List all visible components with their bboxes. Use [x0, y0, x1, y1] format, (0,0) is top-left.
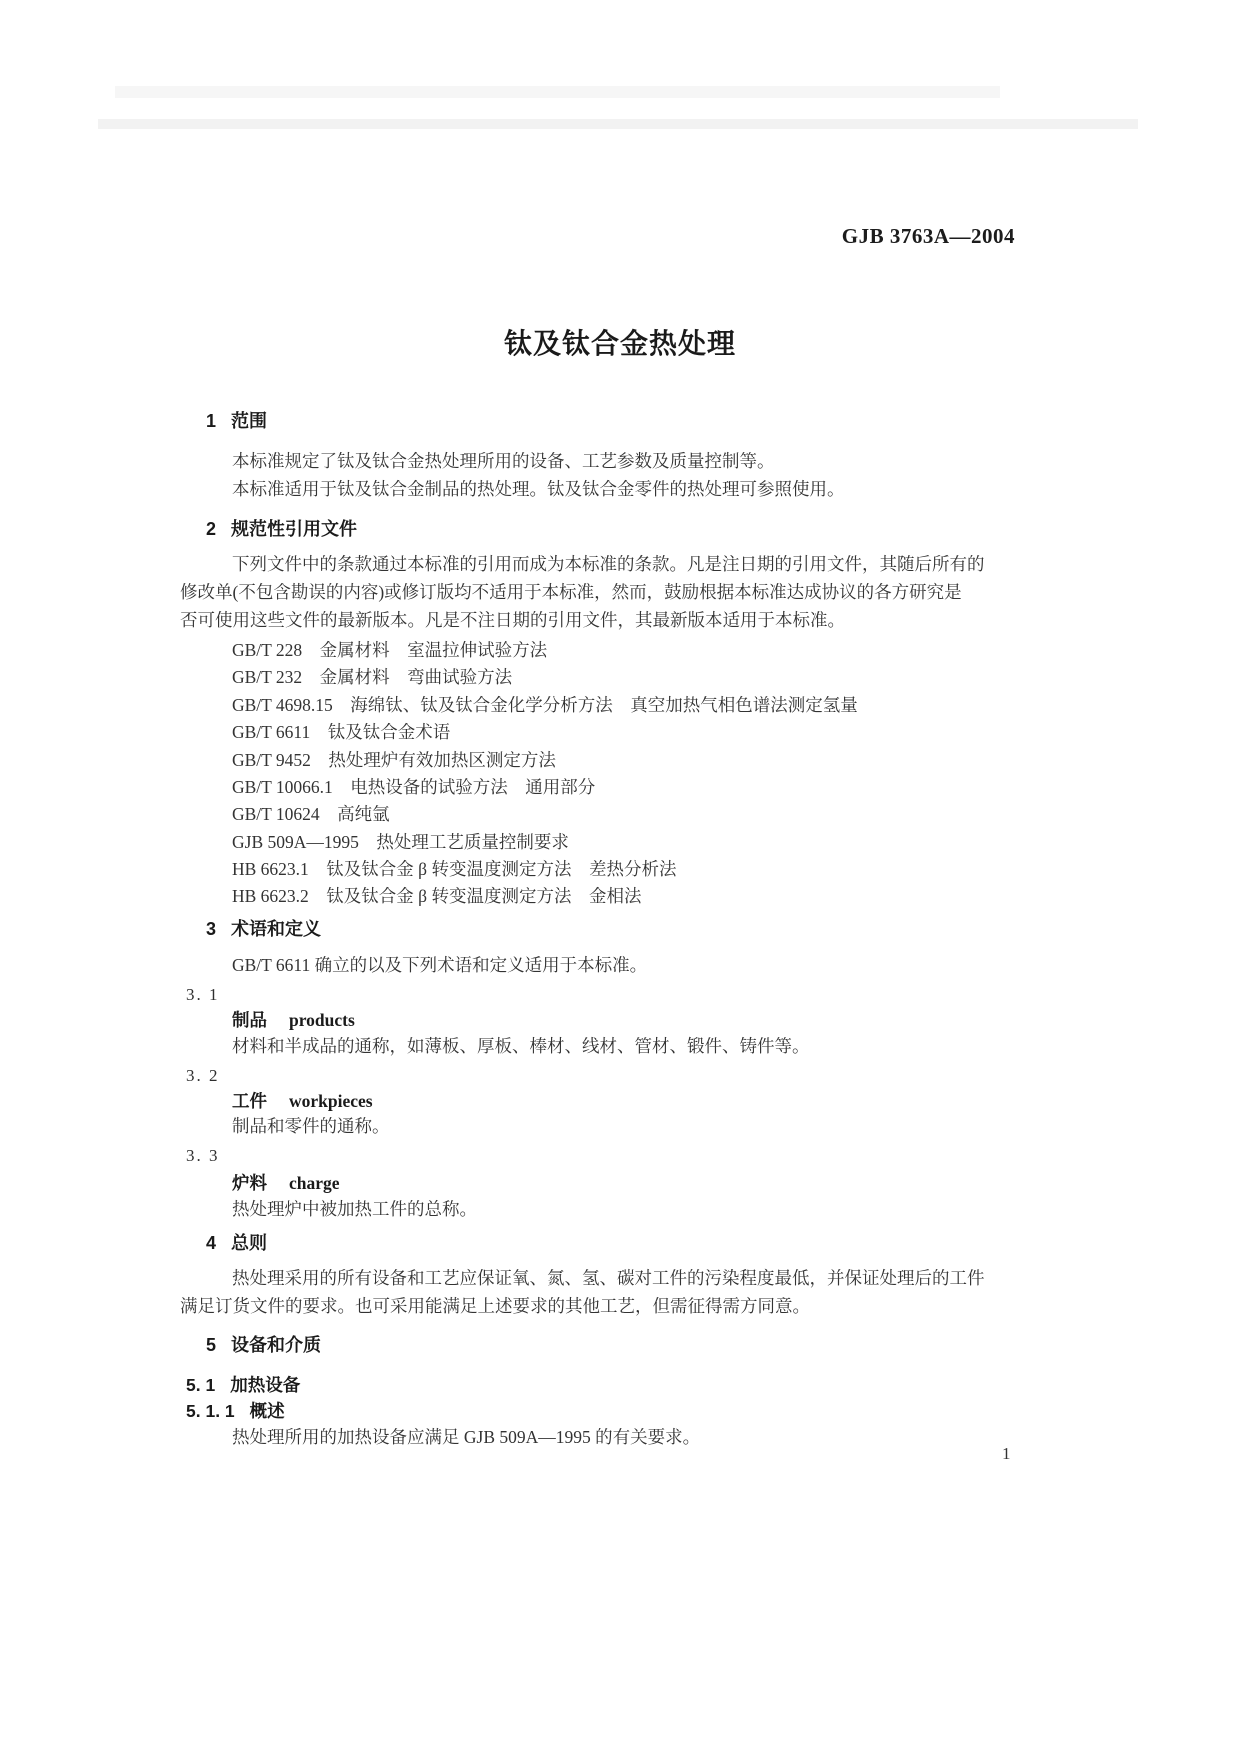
- section-number: 5: [206, 1335, 217, 1355]
- clause-number: 3. 3: [186, 1146, 220, 1165]
- term-en: charge: [289, 1173, 340, 1193]
- reference-item: GB/T 228 金属材料 室温拉伸试验方法: [232, 640, 548, 660]
- reference-item: HB 6623.2 钛及钛合金 β 转变温度测定方法 金相法: [232, 886, 642, 906]
- section-number: 2: [206, 519, 217, 539]
- section-1-heading: [180, 408, 1166, 434]
- term-definition: 材料和半成品的通称，如薄板、厚板、棒材、线材、管材、锻件、铸件等。: [232, 1036, 810, 1056]
- clause-number: 3. 1: [186, 985, 220, 1004]
- term-line: [180, 1170, 1192, 1196]
- reference-item: GB/T 4698.15 海绵钛、钛及钛合金化学分析方法 真空加热气相色谱法测定氢量: [232, 695, 858, 715]
- scan-artifact-bar-bottom: [98, 119, 1138, 129]
- section-3-heading: [180, 916, 1166, 942]
- term-en: workpieces: [289, 1091, 373, 1111]
- reference-item: GB/T 10066.1 电热设备的试验方法 通用部分: [232, 777, 596, 797]
- term-zh: 制品: [232, 1010, 267, 1030]
- section-2-intro-line: 否可使用这些文件的最新版本。凡是不注日期的引用文件，其最新版本适用于本标准。: [180, 610, 845, 630]
- section-2-heading: [180, 516, 1166, 542]
- section-title: 范围: [231, 411, 268, 431]
- reference-item: HB 6623.1 钛及钛合金 β 转变温度测定方法 差热分析法: [232, 859, 677, 879]
- section-5-1-1-paragraph: 热处理所用的加热设备应满足 GJB 509A—1995 的有关要求。: [232, 1427, 701, 1447]
- reference-item: GB/T 10624 高纯氩: [232, 804, 390, 824]
- section-5-heading: [180, 1332, 1166, 1358]
- term-line: [180, 1007, 1192, 1033]
- section-4-paragraph-line: 满足订货文件的要求。也可采用能满足上述要求的其他工艺，但需征得需方同意。: [180, 1296, 810, 1316]
- page-number: 1: [1002, 1444, 1011, 1463]
- reference-item: GJB 509A—1995 热处理工艺质量控制要求: [232, 832, 569, 852]
- scan-artifact-bar-top: [115, 86, 1000, 98]
- section-5-1-heading: [180, 1372, 1146, 1398]
- section-number: 4: [206, 1233, 217, 1253]
- document-title: 钛及钛合金热处理: [503, 328, 736, 359]
- section-4-paragraph-line: 热处理采用的所有设备和工艺应保证氧、氮、氢、碳对工件的污染程度最低，并保证处理后的工件: [232, 1268, 985, 1288]
- section-1-paragraph-line: 本标准规定了钛及钛合金热处理所用的设备、工艺参数及质量控制等。: [232, 451, 775, 471]
- section-title: 加热设备: [230, 1375, 301, 1395]
- term-en: products: [289, 1010, 355, 1030]
- reference-item: GB/T 232 金属材料 弯曲试验方法: [232, 667, 513, 687]
- section-5-1-1-heading: [180, 1398, 1146, 1424]
- term-zh: 炉料: [232, 1173, 267, 1193]
- standard-code: GJB 3763A—2004: [841, 224, 1015, 248]
- section-2-intro-line: 修改单(不包含勘误的内容)或修订版均不适用于本标准，然而，鼓励根据本标准达成协议的各方研究是: [180, 582, 962, 602]
- section-title: 设备和介质: [231, 1335, 322, 1355]
- section-4-heading: [180, 1230, 1166, 1256]
- section-number: 1: [206, 411, 217, 431]
- section-title: 总则: [231, 1233, 268, 1253]
- term-zh: 工件: [232, 1091, 267, 1111]
- term-definition: 制品和零件的通称。: [232, 1116, 390, 1136]
- section-number: 5. 1. 1: [186, 1401, 235, 1421]
- reference-item: GB/T 6611 钛及钛合金术语: [232, 722, 451, 742]
- term-definition: 热处理炉中被加热工件的总称。: [232, 1199, 477, 1219]
- section-number: 5. 1: [186, 1375, 216, 1395]
- term-line: [180, 1088, 1192, 1114]
- section-3-intro: GB/T 6611 确立的以及下列术语和定义适用于本标准。: [232, 955, 648, 975]
- clause-number: 3. 2: [186, 1066, 220, 1085]
- section-title: 术语和定义: [231, 919, 322, 939]
- reference-item: GB/T 9452 热处理炉有效加热区测定方法: [232, 750, 556, 770]
- section-number: 3: [206, 919, 217, 939]
- section-title: 概述: [249, 1401, 285, 1421]
- section-2-intro-line: 下列文件中的条款通过本标准的引用而成为本标准的条款。凡是注日期的引用文件，其随后所有的: [232, 554, 985, 574]
- section-title: 规范性引用文件: [231, 519, 358, 539]
- section-1-paragraph-line: 本标准适用于钛及钛合金制品的热处理。钛及钛合金零件的热处理可参照使用。: [232, 479, 845, 499]
